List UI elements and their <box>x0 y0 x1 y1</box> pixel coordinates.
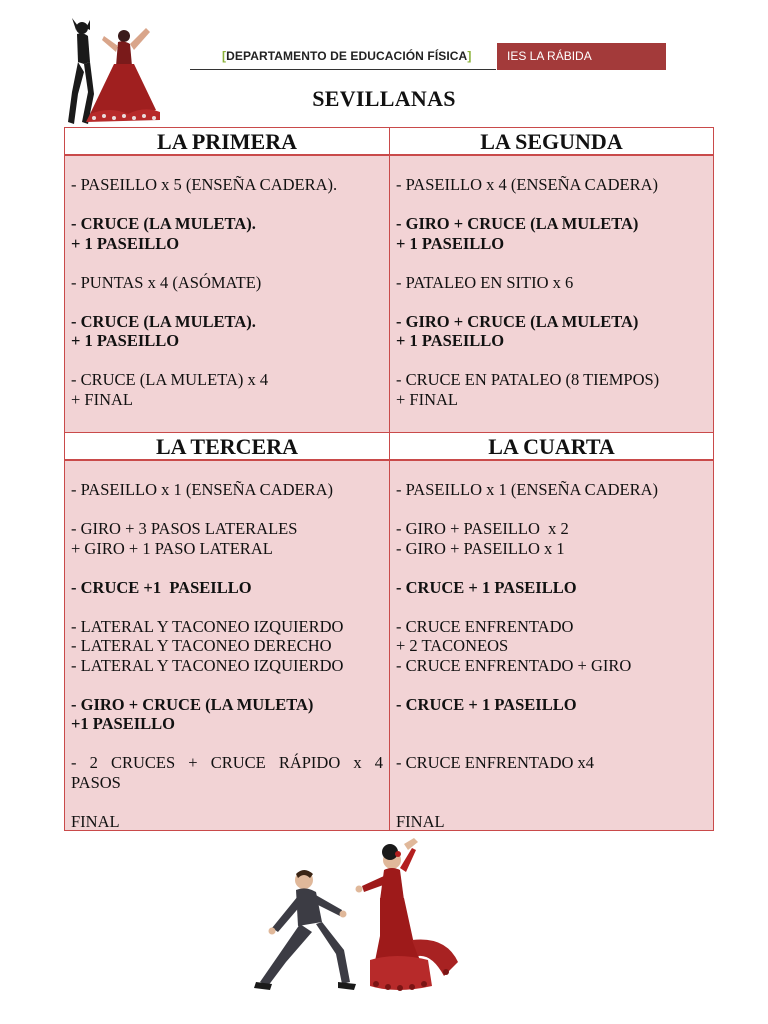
step-line: - LATERAL Y TACONEO DERECHO <box>71 636 332 655</box>
line-gap <box>396 351 707 371</box>
table-divider-vertical <box>389 128 390 830</box>
line-gap <box>396 253 707 273</box>
line-gap <box>396 500 707 520</box>
line-gap <box>71 792 383 812</box>
header-bar <box>190 43 666 70</box>
section-heading-segunda: LA SEGUNDA <box>390 128 713 156</box>
step-line: - PASEILLO x 5 (ENSEÑA CADERA). <box>71 175 338 194</box>
step-line: + 1 PASEILLO <box>396 331 505 350</box>
line-gap <box>71 500 383 520</box>
bracket-open: [ <box>222 49 227 63</box>
step-line: - PASEILLO x 1 (ENSEÑA CADERA) <box>71 480 334 499</box>
step-line: - CRUCE ENFRENTADO + GIRO <box>396 655 632 675</box>
step-line: - CRUCE ENFRENTADO <box>396 616 574 636</box>
line-gap <box>396 292 707 312</box>
step-line: FINAL <box>396 811 445 831</box>
section-body-cuarta <box>390 461 713 830</box>
step-line: - PASEILLO x 4 (ENSEÑA CADERA) <box>396 175 659 194</box>
line-gap <box>396 792 707 812</box>
line-gap <box>71 351 383 371</box>
step-line: - CRUCE +1 PASEILLO <box>71 577 252 597</box>
step-line: + 2 TACONEOS <box>396 636 509 655</box>
line-gap <box>396 597 707 617</box>
step-line: - GIRO + PASEILLO x 1 <box>396 538 565 558</box>
step-line: FINAL <box>71 811 120 831</box>
table-divider-horizontal <box>65 432 713 433</box>
step-line: + GIRO + 1 PASO LATERAL <box>71 538 273 558</box>
step-line: +1 PASEILLO <box>71 714 175 733</box>
school-badge: IES LA RÁBIDA <box>497 43 666 70</box>
step-line: + FINAL <box>71 389 134 409</box>
sevillanas-table <box>64 127 714 831</box>
section-body-primera <box>65 156 389 432</box>
line-gap <box>71 195 383 215</box>
step-line: - CRUCE EN PATALEO (8 TIEMPOS) <box>396 370 660 389</box>
line-gap <box>71 292 383 312</box>
line-gap <box>396 195 707 215</box>
step-line: - 2 CRUCES + CRUCE RÁPIDO x 4 <box>71 753 383 772</box>
step-line: - LATERAL Y TACONEO IZQUIERDO <box>71 616 344 636</box>
step-line: + FINAL <box>396 389 459 409</box>
section-heading-cuarta: LA CUARTA <box>390 433 713 461</box>
line-gap <box>396 675 707 695</box>
section-body-tercera <box>65 461 389 830</box>
step-line: + 1 PASEILLO <box>71 331 180 350</box>
step-line: - GIRO + CRUCE (LA MULETA) <box>396 214 639 233</box>
flamenco-dancers-bottom-illustration <box>246 836 468 996</box>
line-gap <box>71 558 383 578</box>
step-line: - CRUCE (LA MULETA). <box>71 214 256 233</box>
step-line: - CRUCE (LA MULETA). <box>71 311 256 331</box>
department-name: DEPARTAMENTO DE EDUCACIÓN FÍSICA <box>226 49 468 63</box>
step-line: - CRUCE ENFRENTADO x4 <box>396 753 595 772</box>
line-gap <box>396 734 707 754</box>
step-line: - GIRO + 3 PASOS LATERALES <box>71 519 298 538</box>
line-gap <box>71 597 383 617</box>
step-line: - GIRO + CRUCE (LA MULETA) <box>396 311 639 331</box>
step-line: - GIRO + PASEILLO x 2 <box>396 519 569 538</box>
section-heading-tercera: LA TERCERA <box>65 433 389 461</box>
step-line: + 1 PASEILLO <box>71 233 180 253</box>
step-line: - LATERAL Y TACONEO IZQUIERDO <box>71 655 344 675</box>
line-gap <box>71 253 383 273</box>
document-title: SEVILLANAS <box>312 86 456 111</box>
step-line: - GIRO + CRUCE (LA MULETA) <box>71 694 314 714</box>
step-line: - PASEILLO x 1 (ENSEÑA CADERA) <box>396 480 659 499</box>
step-line: - CRUCE + 1 PASEILLO <box>396 577 577 597</box>
line-gap <box>396 558 707 578</box>
step-line: - PATALEO EN SITIO x 6 <box>396 272 574 292</box>
section-body-segunda <box>390 156 713 432</box>
step-line: - CRUCE (LA MULETA) x 4 <box>71 370 269 389</box>
bracket-close: ] <box>467 49 472 63</box>
section-heading-primera: LA PRIMERA <box>65 128 389 156</box>
line-gap <box>396 773 707 793</box>
step-line: + 1 PASEILLO <box>396 233 505 253</box>
header-underline <box>190 69 496 70</box>
step-line: PASOS <box>71 772 121 792</box>
line-gap <box>71 734 383 754</box>
line-gap <box>71 675 383 695</box>
line-gap <box>396 714 707 734</box>
department-label <box>222 49 471 63</box>
step-line: - PUNTAS x 4 (ASÓMATE) <box>71 272 262 292</box>
step-line: - CRUCE + 1 PASEILLO <box>396 694 577 714</box>
